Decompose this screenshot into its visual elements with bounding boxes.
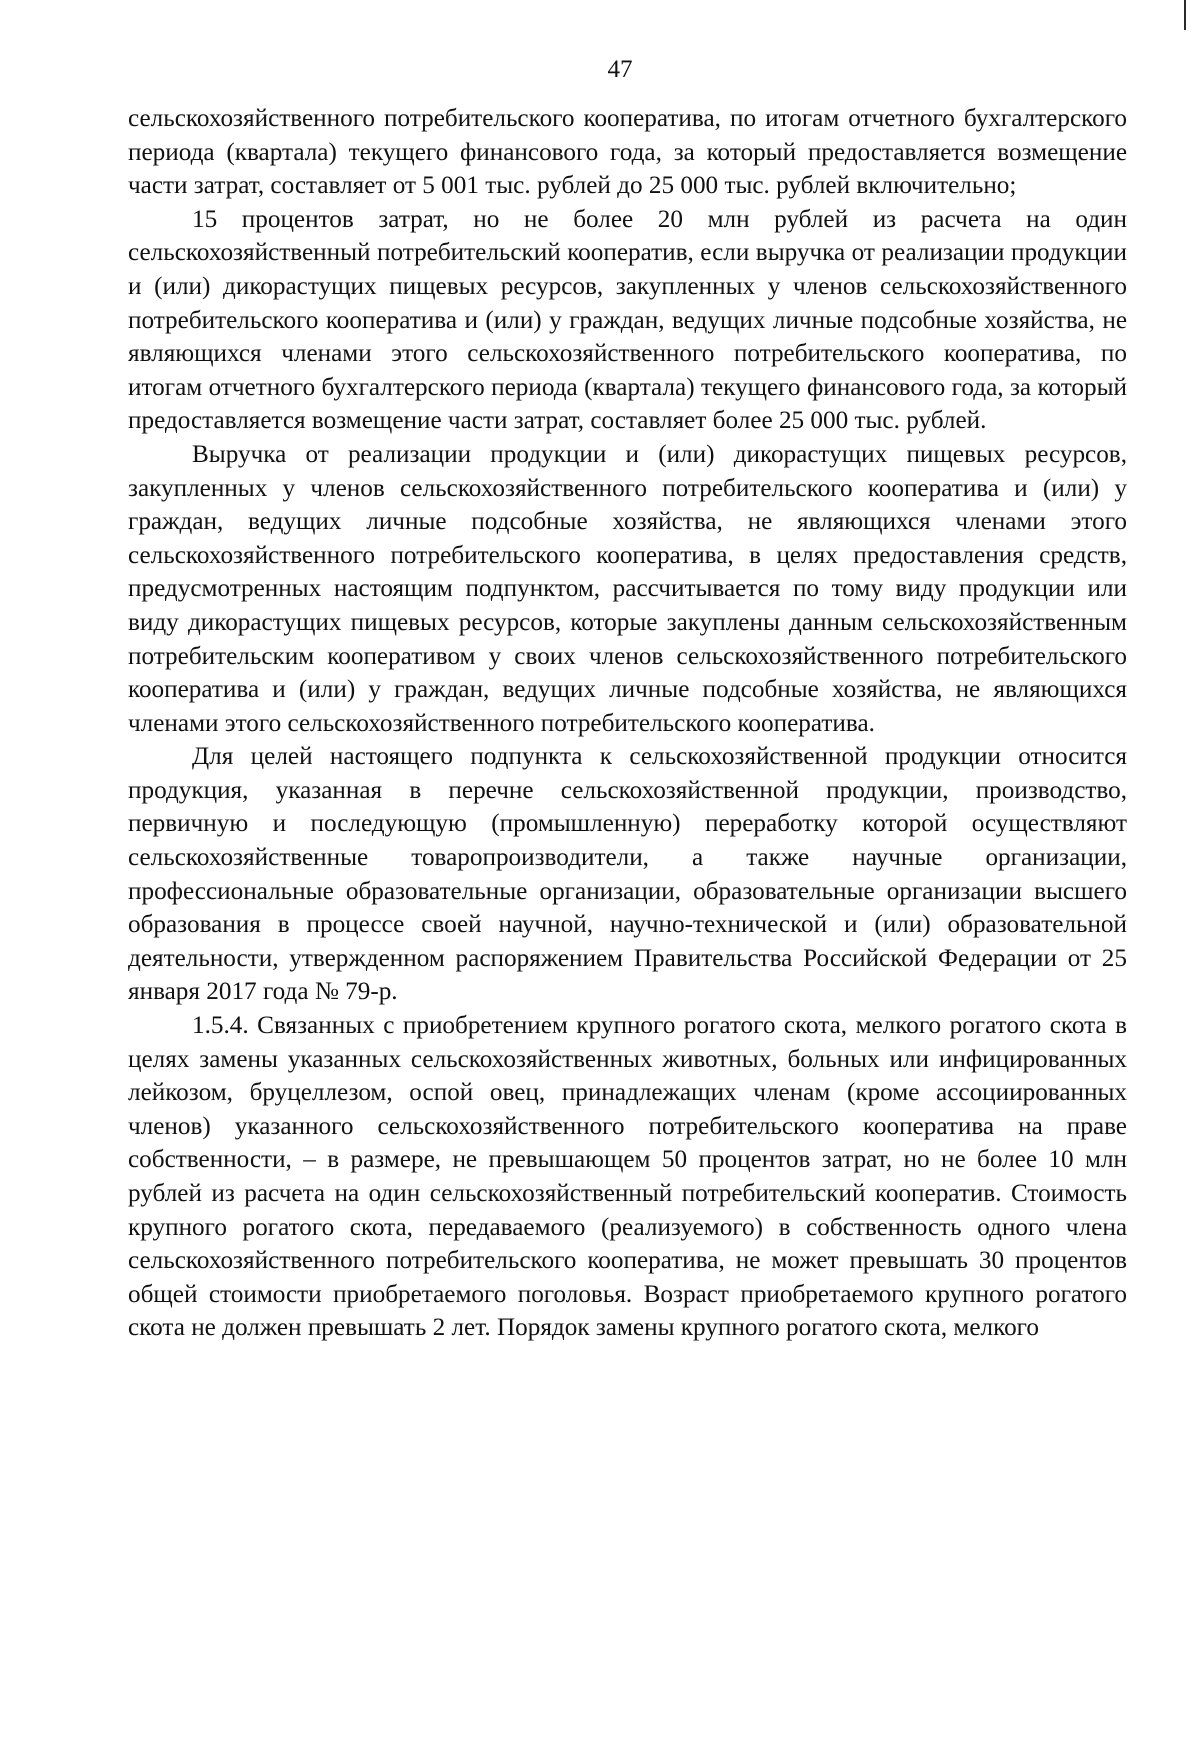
page-number: 47 — [607, 56, 633, 83]
document-body — [128, 102, 1127, 1345]
paragraph-agri-products: Для целей настоящего подпункта к сельскохозяйственной продукции относится продукция, указанная в перечне сельскохозяйственной продукции, производство, первичную и последующую (промышленную) переработку которой осуществляют сельскохозяйственные товаропроизводители, а также научные организации, профессиональные образовательные организации, образовательные организации высшего образования в процессе своей научной, научно-технической и (или) образовательной деятельности, утвержденном распоряжением Правительства Российской Федерации от 25 января 2017 года № 79-р. — [128, 743, 1127, 1006]
paragraph-1-5-4: 1.5.4. Связанных с приобретением крупного рогатого скота, мелкого рогатого скота в целях замены указанных сельскохозяйственных животных, больных или инфицированных лейкозом, бруцеллезом, оспой овец, принадлежащих членам (кроме ассоциированных членов) указанного сельскохозяйственного потребительского кооператива на праве собственности, – в размере, не превышающем 50 процентов затрат, но не более 10 млн рублей из расчета на один сельскохозяйственный потребительский кооператив. Стоимость крупного рогатого скота, передаваемого (реализуемого) в собственность одного члена сельскохозяйственного потребительского кооператива, не может превышать 30 процентов общей стоимости приобретаемого поголовья. Возраст приобретаемого крупного рогатого скота не должен превышать 2 лет. Порядок замены крупного рогатого скота, мелкого — [128, 1012, 1127, 1342]
scan-edge-line — [1184, 0, 1186, 30]
paragraph-15-percent: 15 процентов затрат, но не более 20 млн рублей из расчета на один сельскохозяйственный потребительский кооператив, если выручка от реализации продукции и (или) дикорастущих пищевых ресурсов, закупленных у членов сельскохозяйственного потребительского кооператива и (или) у граждан, ведущих личные подсобные хозяйства, не являющихся членами этого сельскохозяйственного потребительского кооператива, по итогам отчетного бухгалтерского периода (квартала) текущего финансового года, за который предоставляется возмещение части затрат, составляет более 25 000 тыс. рублей. — [128, 205, 1127, 435]
paragraph-revenue: Выручка от реализации продукции и (или) дикорастущих пищевых ресурсов, закупленных у членов сельскохозяйственного потребительского кооператива и (или) у граждан, ведущих личные подсобные хозяйства, не являющихся членами этого сельскохозяйственного потребительского кооператива, в целях предоставления средств, предусмотренных настоящим подпунктом, рассчитывается по тому виду продукции или виду дикорастущих пищевых ресурсов, которые закуплены данным сельскохозяйственным потребительским кооперативом у своих членов сельскохозяйственного потребительского кооператива и (или) у граждан, ведущих личные подсобные хозяйства, не являющихся членами этого сельскохозяйственного потребительского кооператива. — [128, 440, 1127, 737]
paragraph-continuation: сельскохозяйственного потребительского кооператива, по итогам отчетного бухгалтерского периода (квартала) текущего финансового года, за который предоставляется возмещение части затрат, составляет от 5 001 тыс. рублей до 25 000 тыс. рублей включительно; — [128, 105, 1127, 200]
